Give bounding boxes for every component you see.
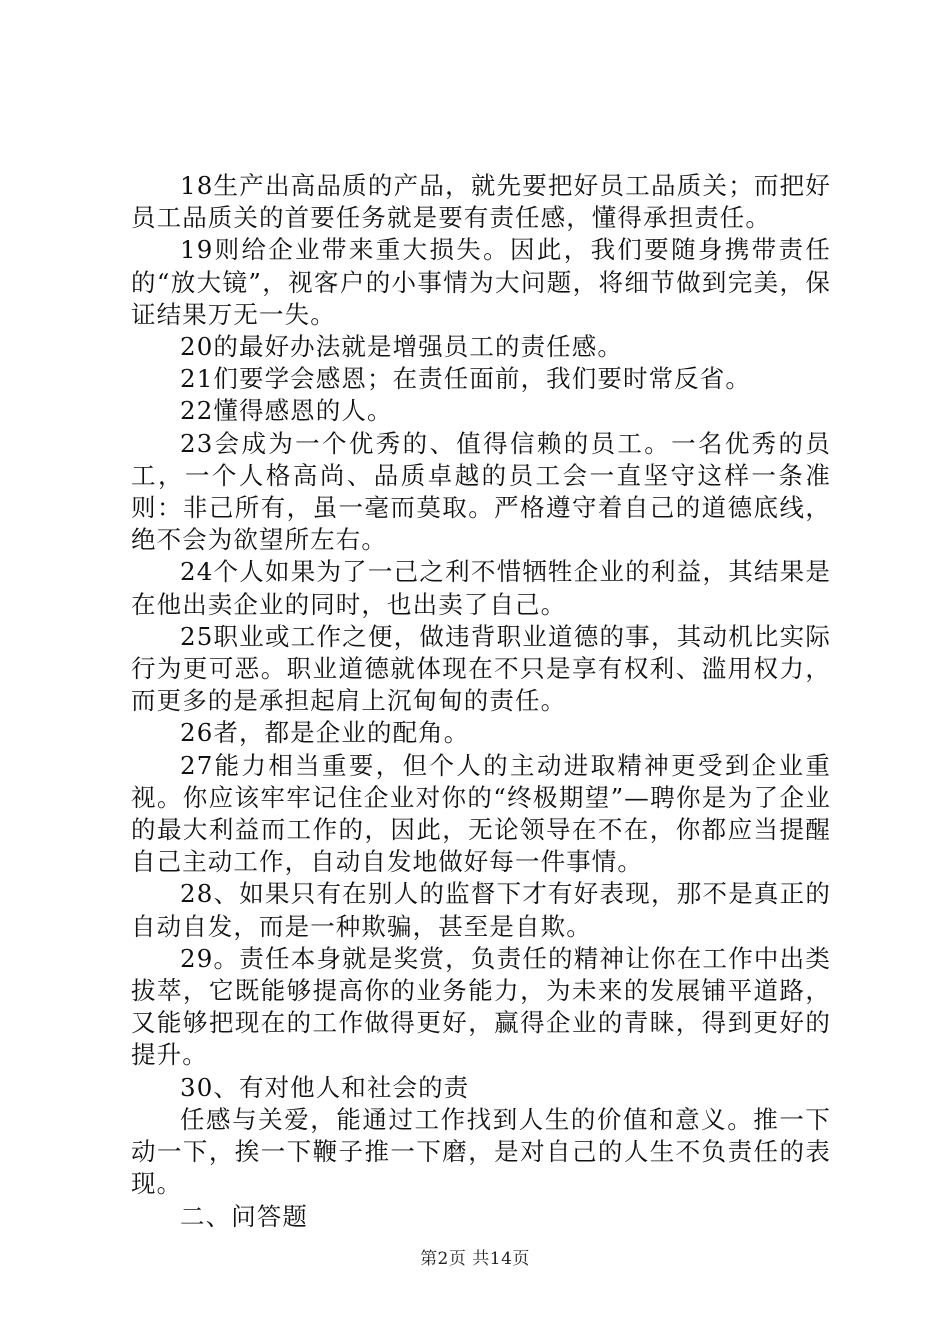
paragraph-29: 29。责任本身就是奖赏，负责任的精神让你在工作中出类拔萃，它既能够提高你的业务能力，为未来的发展铺平道路，又能够把现在的工作做得更好，赢得企业的青睐，得到更好的提升。: [131, 943, 831, 1070]
paragraph-30: 30、有对他人和社会的责: [180, 1072, 470, 1102]
paragraph-28: 28、如果只有在别人的监督下才有好表现，那不是真正的自动自发，而是一种欺骗，甚至是自欺。: [131, 879, 831, 941]
document-body: [131, 170, 831, 1233]
paragraph-22: 22懂得感恩的人。: [180, 396, 393, 426]
paragraph-19: 19则给企业带来重大损失。因此，我们要随身携带责任的“放大镜”，视客户的小事情为大问题，将细节做到完美，保证结果万无一失。: [131, 235, 831, 329]
page-footer: 第2页 共14页: [420, 1249, 530, 1269]
paragraph-23: 23会成为一个优秀的、值得信赖的员工。一名优秀的员工，一个人格高尚、品质卓越的员工会一直坚守这样一条准则：非己所有，虽一毫而莫取。严格遵守着自己的道德底线，绝不会为欲望所左右。: [131, 428, 831, 555]
paragraph-20: 20的最好办法就是增强员工的责任感。: [180, 332, 623, 362]
paragraph-30-continued: 任感与关爱，能通过工作找到人生的价值和意义。推一下动一下，挨一下鞭子推一下磨，是对自己的人生不负责任的表现。: [131, 1104, 831, 1199]
paragraph-26: 26者，都是企业的配角。: [180, 718, 470, 748]
section-heading: 二、问答题: [180, 1201, 308, 1231]
paragraph-21: 21们要学会感恩；在责任面前，我们要时常反省。: [180, 364, 751, 394]
paragraph-27: 27能力相当重要，但个人的主动进取精神更受到企业重视。你应该牢牢记住企业对你的“终极期望”—聘你是为了企业的最大利益而工作的，因此，无论领导在不在，你都应当提醒自己主动工作，自动自发地做好每一件事情。: [131, 750, 831, 877]
paragraph-24: 24个人如果为了一己之利不惜牺牲企业的利益，其结果是在他出卖企业的同时，也出卖了自己。: [131, 557, 831, 619]
paragraph-18: 18生产出高品质的产品，就先要把好员工品质关；而把好员工品质关的首要任务就是要有责任感，懂得承担责任。: [131, 171, 831, 233]
paragraph-25: 25职业或工作之便，做违背职业道德的事，其动机比实际行为更可恶。职业道德就体现在不只是享有权利、滥用权力，而更多的是承担起肩上沉甸甸的责任。: [131, 621, 831, 716]
